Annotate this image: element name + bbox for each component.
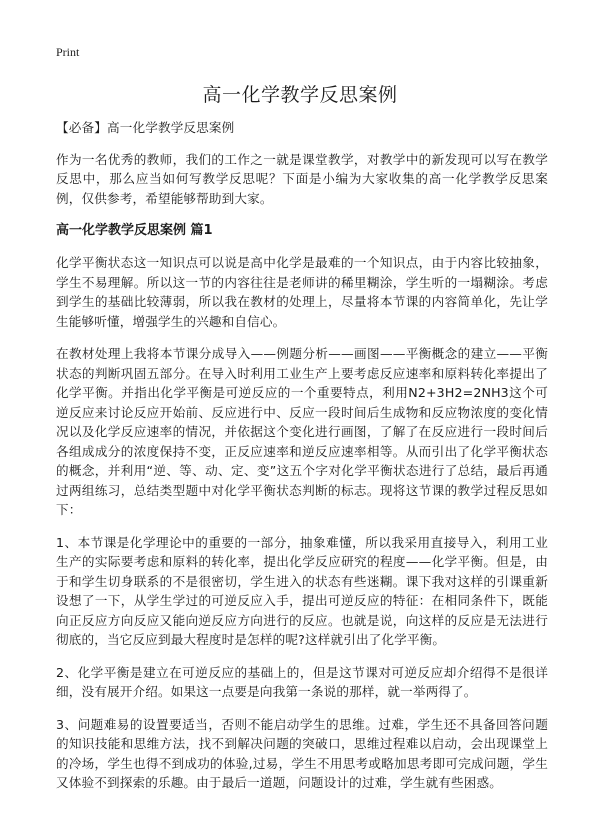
- body-paragraph: 在教材处理上我将本节课分成导入——例题分析——画图——平衡概念的建立——平衡状态的判断巩固五部分。在导入时利用工业生产上要考虑反应速率和原料转化率提出了化学平衡。并指出化学平衡是可逆反应的一个重要特点，利用N2+3H2=2NH3这个可逆反应来讨论反应开始前、反应进行中、反应一段时间后生成物和反应物浓度的变化情况以及化学反应速率的情况，并依据这个变化进行画图，了解了在反应进行一段时间后各组成成分的浓度保持不变，正反应速率和逆反应速率相等。从而引出了化学平衡状态的概念，并利用“逆、等、动、定、变”这五个字对化学平衡状态进行了总结，最后再通过两组练习，总结类型题中对化学平衡状态判断的标志。现将这节课的教学过程反思如下：: [56, 346, 548, 517]
- body-paragraph: 2、化学平衡是建立在可逆反应的基础上的，但是这节课对可逆反应却介绍得不是很详细，没有展开介绍。如果这一点要是向我第一条说的那样，就一举两得了。: [56, 664, 548, 699]
- print-link[interactable]: Print: [56, 45, 80, 59]
- section-heading: 高一化学教学反思案例 篇1: [56, 223, 213, 238]
- document-body: [56, 118, 548, 806]
- body-paragraph: 3、问题难易的设置要适当，否则不能启动学生的思维。过难，学生还不具备回答问题的知识技能和思维方法，找不到解决问题的突破口，思维过程难以启动，会出现课堂上的冷场，学生也得不到成功的体验,过易，学生不用思考或略加思考即可完成问题，学生又体验不到探索的乐趣。由于最后一道题，问题设计的过难，学生就有些困惑。: [56, 716, 548, 790]
- document-title: 高一化学教学反思案例: [202, 84, 398, 106]
- body-paragraph: 1、本节课是化学理论中的重要的一部分，抽象难懂，所以我采用直接导入，利用工业生产的实际要考虑和原料的转化率，提出化学反应研究的程度——化学平衡。但是，由于和学生切身联系的不是很密切，学生进入的状态有些迷糊。课下我对这样的引课重新设想了一下，从学生学过的可逆反应入手，提出可逆反应的特征：在相同条件下，既能向正反应方向反应又能向逆反应方向进行的反应。也就是说，向这样的反应是无法进行彻底的，当它反应到最大程度时是怎样的呢?这样就引出了化学平衡。: [56, 534, 548, 647]
- intro-paragraph: 作为一名优秀的教师，我们的工作之一就是课堂教学，对教学中的新发现可以写在教学反思中，那么应当如何写教学反思呢？下面是小编为大家收集的高一化学教学反思案例，仅供参考，希望能够帮助到大家。: [56, 151, 548, 206]
- body-paragraph: 化学平衡状态这一知识点可以说是高中化学是最难的一个知识点，由于内容比较抽象，学生不易理解。所以这一节的内容往往是老师讲的稀里糊涂，学生听的一塌糊涂。考虑到学生的基础比较薄弱，所以我在教材的处理上，尽量将本节课的内容简单化，先让学生能够听懂，增强学生的兴趣和自信心。: [56, 255, 548, 329]
- tag-line: 【必备】高一化学教学反思案例: [56, 120, 235, 135]
